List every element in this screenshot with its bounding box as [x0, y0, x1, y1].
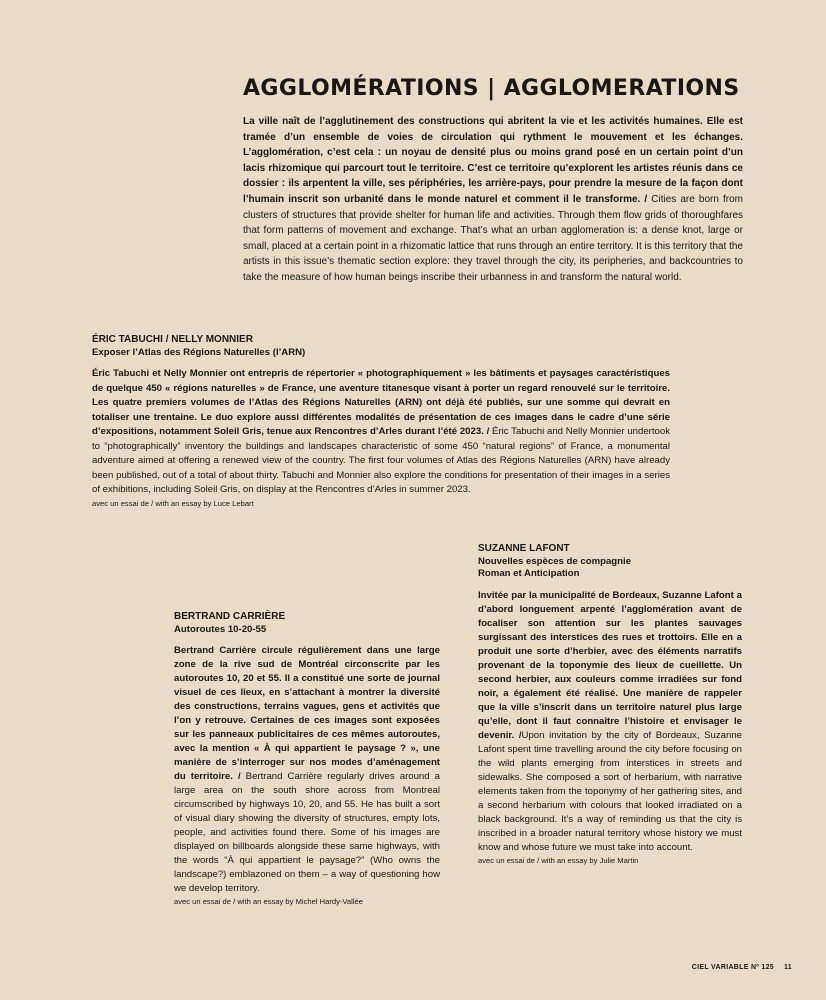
essay-credit: avec un essai de / with an essay by Michel Hardy-Vallée — [174, 897, 363, 906]
essay-credit: avec un essai de / with an essay by Julie Martin — [478, 855, 639, 865]
page-title: AGGLOMÉRATIONS | AGGLOMERATIONS — [243, 76, 740, 101]
section-tabuchi-monnier — [92, 334, 670, 509]
body-english-text: Upon invitation by the city of Bordeaux, Suzanne Lafont spent time travelling around the city before focusing on the wild plants emerging from interstices in streets and sidewalks. She composed a sort of herbarium, with narrative elements taken from the toponymy of her gathering sites, and a second herbarium with colours that looked irradiated on a black background. It’s a way of reminding us that the city is inscribed in a broader natural territory whose history we must know and whose future we must take into account. — [478, 729, 742, 853]
project-title: Autoroutes 10-20-55 — [174, 623, 267, 635]
body-french-text: Éric Tabuchi et Nelly Monnier ont entrepris de répertorier « photographiquement » les bâtiments et paysages caractéristiques de quelque 450 « régions naturelles » de France, une aventure titanesque visant à porter un regard renouvelé sur le territoire. Les quatre premiers volumes de l’Atlas des Régions Naturelles (ARN) ont déjà été publiés, sur une somme qui devrait en totaliser une trentaine. Le duo explore aussi différentes modalités de présentation de ces images dans le cadre d’une série d’expositions, notamment Soleil Gris, tenue aux Rencontres d’Arles durant l’été 2023. / — [92, 368, 670, 437]
intro-paragraph — [243, 114, 743, 286]
body-english-text: Bertrand Carrière regularly drives around a large area on the south shore across from Montreal circumscribed by highways 10, 20, and 55. He has built a sort of visual diary showing the diversity of structures, empty lots, people, and activities found there. Some of his images are displayed on billboards alongside these same highways, with the words “À qui appartient le paysage?” (Who owns the landscape?) emblazoned on them – a way of questioning how we develop territory. — [174, 771, 440, 894]
artist-name: ÉRIC TABUCHI / NELLY MONNIER — [92, 334, 253, 345]
section-lafont — [478, 543, 742, 866]
project-subtitle: Roman et Anticipation — [478, 568, 580, 579]
artist-name: BERTRAND CARRIÈRE — [174, 611, 286, 622]
project-title: Nouvelles espèces de compagnie — [478, 555, 632, 567]
essay-credit: avec un essai de / with an essay by Luce Lebart — [92, 498, 254, 508]
section-body — [174, 644, 440, 896]
body-french-text: Invitée par la municipalité de Bordeaux, Suzanne Lafont a d’abord longuement arpenté l’agglomération avant de focaliser son attention sur les plantes sauvages surgissant des interstices des rues et trottoirs. Elle en a produit une sorte d’herbier, avec des éléments narratifs provenant de la toponymie des lieux de cueillette. Un second herbier, aux couleurs comme irradiées sur fond noir, a également été réalisé. Une manière de rappeler que la ville s’inscrit dans un territoire naturel plus large qu’elle, dont il faut connaître l’histoire et envisager le devenir. / — [478, 589, 742, 741]
magazine-name: CIEL VARIABLE Nº 125 — [691, 964, 774, 971]
section-body — [478, 589, 742, 855]
section-carriere — [174, 611, 440, 907]
page-number: 11 — [784, 964, 792, 971]
body-french-text: Bertrand Carrière circule régulièrement dans une large zone de la rive sud de Montréal circonscrite par les autoroutes 10, 20 et 55. Il a constitué une sorte de journal visuel de ces lieux, en s’attachant à montrer la diversité des constructions, terrains vagues, gens et activités que l’on y retrouve. Certaines de ces images sont exposées sur les panneaux publicitaires de ces mêmes autoroutes, avec la mention « À qui appartient le paysage ? », une manière de s’interroger sur nos modes d’aménagement du territoire. / — [174, 645, 440, 782]
section-body — [92, 367, 670, 498]
artist-name: SUZANNE LAFONT — [478, 543, 570, 554]
body-english-text: Éric Tabuchi and Nelly Monnier undertook to “photographically” inventory the buildings and landscapes characteristic of some 450 “natural regions” of France, a monumental adventure aimed at offering a renewed view of the country. The first four volumes of Atlas des Régions Naturelles (ARN) have already been published, out of a total of about thirty. Tabuchi and Monnier also explore the conditions for presentation of their images in a series of exhibitions, including Soleil Gris, on display at the Rencontres d’Arles in summer 2023. — [92, 426, 670, 495]
project-title: Exposer l’Atlas des Régions Naturelles (l’ARN) — [92, 346, 306, 358]
intro-french-text: La ville naît de l’agglutinement des constructions qui abritent la vie et les activités humaines. Elle est tramée d’un ensemble de voies de circulation qui rythment le mouvement et les échanges. L’agglomération, c’est cela : un noyau de densité plus ou moins grand posé en un certain point d’un lacis rhizomique qui parcourt tout le territoire. C’est ce territoire qu’explorent les artistes réunis dans ce dossier : ils arpentent la ville, ses périphéries, les arrière-pays, pour prendre la mesure de la façon dont l’humain inscrit son urbanité dans le monde naturel et comment il le transforme. / — [243, 116, 743, 205]
intro-english-text: Cities are born from clusters of structures that provide shelter for human life and activities. Through them flow grids of thoroughfares that form patterns of movement and exchange. That’s what an urban agglomeration is: a dense knot, large or small, placed at a certain point in a rhizomatic lattice that runs through an entire territory. It is this territory that the artists in this issue’s thematic section explore: they travel through the city, its peripheries, and backcountries to take the measure of how human beings inscribe their urbanness in and transform the natural world. — [243, 193, 743, 283]
page-footer — [692, 964, 792, 971]
